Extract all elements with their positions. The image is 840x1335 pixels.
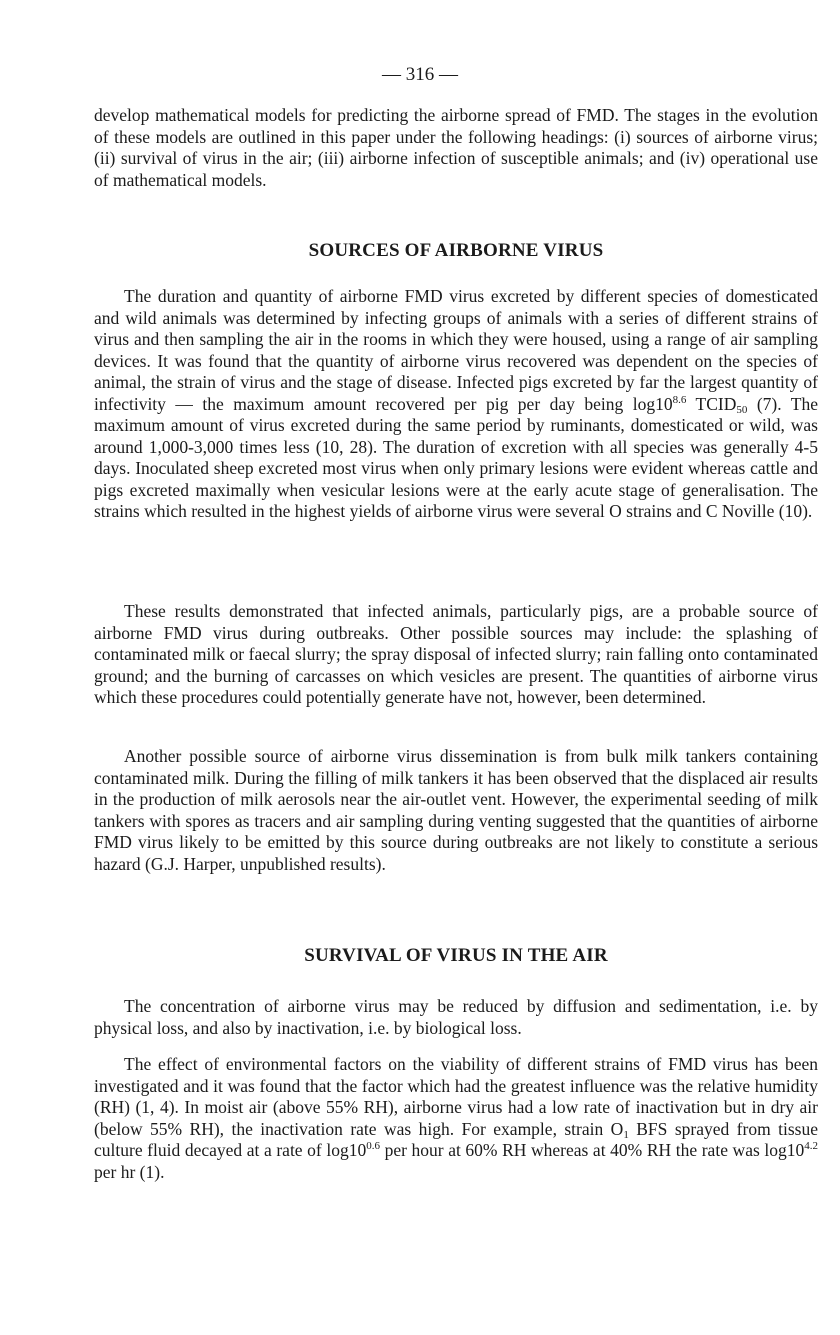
subscript: 1	[623, 1128, 629, 1141]
intro-paragraph: develop mathematical models for predicting the airborne spread of FMD. The stages in the evolution of these models are outlined in this paper under the following headings: (i) sources of airborne virus; (ii) survival of virus in the air; (iii) airborne infection of susceptible animals; and (iv) operational use of mathematical models.	[94, 105, 818, 190]
survival-paragraph-2	[94, 1054, 818, 1183]
section-heading-sources: SOURCES OF AIRBORNE VIRUS	[308, 240, 604, 261]
text-run: The duration and quantity of airborne FMD virus excreted by different species of domesticated and wild animals was determined by infecting groups of animals with a series of different strains of virus and then sampling the air in the rooms in which they were housed, using a range of air sampling devices. It was found that the quantity of airborne virus recovered was dependent on the species of animal, the strain of virus and the stage of disease. Infected pigs excreted by far the largest quantity of infectivity — the maximum amount recovered per pig per day being log10	[94, 286, 818, 414]
text-run: BFS sprayed from tissue culture fluid decayed at a rate of log10	[94, 1118, 818, 1160]
page-number: — 316 —	[382, 64, 458, 85]
sources-paragraph-1	[94, 286, 818, 523]
superscript: 4.2	[804, 1140, 818, 1152]
text-run: (7). The maximum amount of virus excreted during the same period by ruminants, domesticated or wild, was around 1,000-3,000 times less (10, 28). The duration of excretion with all species was generally 4-5 days. Inoculated sheep excreted most virus when only primary lesions were evident whereas cattle and pigs excreted maximally when vesicular lesions were at the early acute stage of generalisation. The strains which resulted in the highest yields of airborne virus were several O strains and C Noville (10).	[94, 393, 819, 521]
subscript: 50	[736, 403, 748, 416]
sources-paragraph-2: These results demonstrated that infected animals, particularly pigs, are a probable source of airborne FMD virus during outbreaks. Other possible sources may include: the splashing of contaminated milk or faecal slurry; the spray disposal of infected slurry; rain falling onto contaminated ground; and the burning of carcasses on which vesicles are present. The quantities of airborne virus which these procedures could potentially generate have not, however, been determined.	[94, 601, 818, 707]
text-run: per hr (1).	[94, 1161, 165, 1182]
text-run: per hour at 60% RH whereas at 40% RH the rate was log10	[379, 1140, 805, 1160]
text-run: The effect of environmental factors on the viability of different strains of FMD virus has been investigated and it was found that the factor which had the greatest influence was the relative humidity (RH) (1, 4). In moist air (above 55% RH), airborne virus had a low rate of inactivation but in dry air (below 55% RH), the inactivation rate was high. For example, strain O	[94, 1054, 818, 1139]
sources-paragraph-3: Another possible source of airborne virus dissemination is from bulk milk tankers containing contaminated milk. During the filling of milk tankers it has been observed that the displaced air results in the production of milk aerosols near the air-outlet vent. However, the experimental seeding of milk tankers with spores as tracers and air sampling during venting suggested that the quantities of airborne FMD virus likely to be emitted by this source during outbreaks are not likely to constitute a serious hazard (G.J. Harper, unpublished results).	[94, 746, 818, 874]
text-run: TCID	[686, 393, 737, 414]
superscript: 8.6	[672, 393, 687, 406]
survival-paragraph-1: The concentration of airborne virus may be reduced by diffusion and sedimentation, i.e. by physical loss, and also by inactivation, i.e. by biological loss.	[94, 996, 818, 1038]
section-heading-survival: SURVIVAL OF VIRUS IN THE AIR	[304, 945, 608, 966]
superscript: 0.6	[366, 1140, 380, 1152]
